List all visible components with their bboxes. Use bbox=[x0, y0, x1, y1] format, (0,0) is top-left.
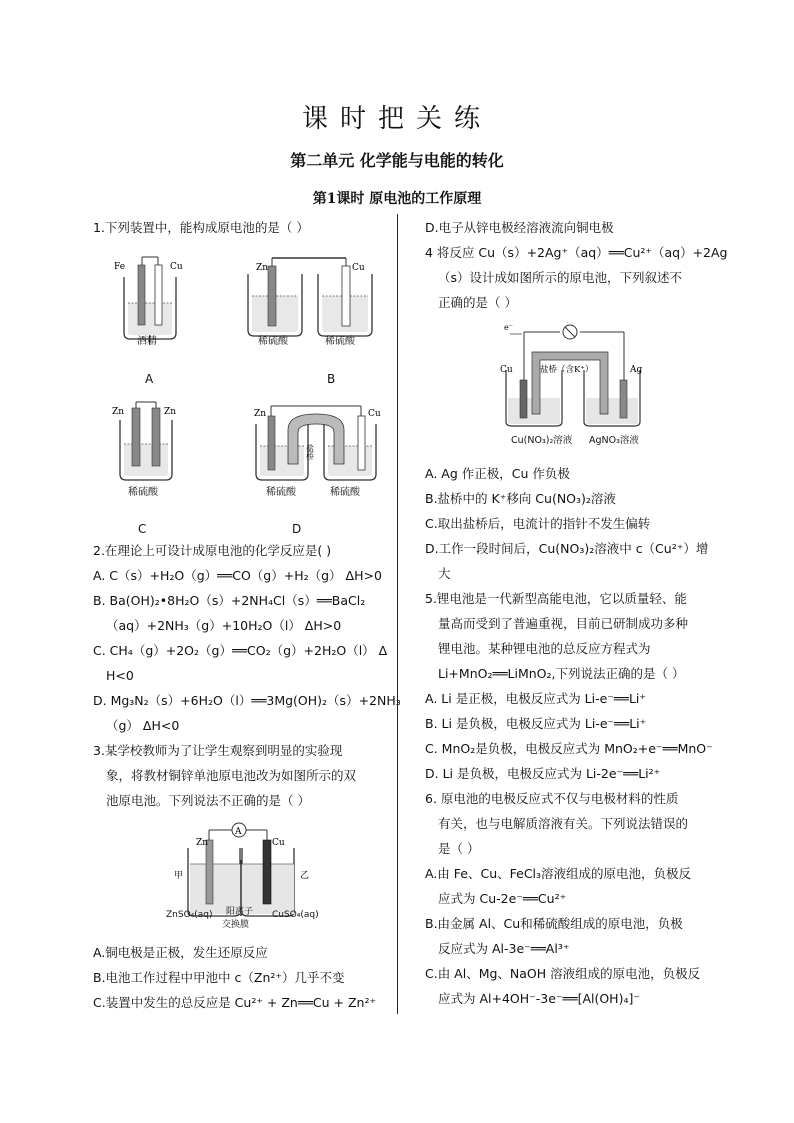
q6-stem-1: 6. 原电池的电极反应式不仅与电极材料的性质 bbox=[425, 791, 679, 806]
fig-a-cu: Cu bbox=[170, 262, 183, 272]
q3-option-a: A.铜电极是正极，发生还原反应 bbox=[93, 945, 268, 960]
q4-stem-1: 4 将反应 Cu（s）+2Ag⁺（aq）══Cu²⁺（aq）+2Ag bbox=[425, 245, 728, 260]
fig-b-solution-right: 稀硫酸 bbox=[325, 336, 355, 347]
q6-option-a: A.由 Fe、Cu、FeCl₃溶液组成的原电池，负极反 bbox=[425, 866, 692, 881]
fig-d-label: D bbox=[292, 522, 302, 536]
q5-option-d: D. Li 是负极，电极反应式为 Li-2e⁻══Li²⁺ bbox=[425, 766, 661, 781]
right-column-bottom bbox=[425, 461, 713, 1011]
fig-d-bridge: 盐桥 bbox=[305, 444, 315, 460]
q1-figure-d bbox=[248, 400, 388, 492]
q4-ag: Ag bbox=[630, 365, 643, 375]
q3-membrane-2: 交换膜 bbox=[222, 920, 250, 930]
q3-stem-2: 象，将教材铜锌单池原电池改为如图所示的双 bbox=[106, 768, 357, 783]
fig-c-solution: 稀硫酸 bbox=[128, 487, 158, 498]
page-title: 课时把关练 bbox=[301, 104, 492, 134]
q3-cu: Cu bbox=[272, 838, 285, 848]
q4-option-a: A. Ag 作正极，Cu 作负极 bbox=[425, 466, 570, 481]
left-column bbox=[93, 215, 309, 240]
q4-bridge: 盐桥（含K⁺） bbox=[540, 365, 594, 375]
q3-cuso4: CuSO₄(aq) bbox=[272, 910, 319, 920]
q5-stem-1: 5.锂电池是一代新型高能电池，它以质量轻、能 bbox=[425, 591, 687, 606]
fig-d-solution-left: 稀硫酸 bbox=[266, 487, 296, 498]
fig-a-label: A bbox=[145, 372, 154, 386]
q2-stem: 2.在理论上可设计成原电池的化学反应是( ) bbox=[93, 543, 332, 558]
fig-a-fe: Fe bbox=[114, 262, 126, 272]
fig-d-solution-right: 稀硫酸 bbox=[330, 487, 360, 498]
fig-c-zn-right: Zn bbox=[164, 407, 177, 417]
q5-stem-4: Li+MnO₂══LiMnO₂,下列说法正确的是（ ） bbox=[438, 666, 685, 681]
q4-sol-left: Cu(NO₃)₂溶液 bbox=[511, 435, 573, 446]
q3-jia: 甲 bbox=[174, 871, 184, 881]
q2-option-a: A. C（s）+H₂O（g）══CO（g）+H₂（g） ΔH>0 bbox=[93, 568, 382, 583]
fig-b-solution-left: 稀硫酸 bbox=[258, 336, 288, 347]
q3-zn: Zn bbox=[196, 838, 209, 848]
q4-option-b: B.盐桥中的 K⁺移向 Cu(NO₃)₂溶液 bbox=[425, 491, 616, 506]
q4-electron: e⁻ bbox=[504, 323, 513, 332]
right-column-top bbox=[425, 215, 728, 315]
q6-stem-3: 是（ ） bbox=[438, 841, 480, 856]
q4-sol-right: AgNO₃溶液 bbox=[589, 435, 639, 446]
q5-option-a: A. Li 是正极，电极反应式为 Li-e⁻══Li⁺ bbox=[425, 691, 646, 706]
q5-stem-2: 量高而受到了普遍重视，目前已研制成功多种 bbox=[438, 616, 689, 631]
q6-option-b-cont: 反应式为 Al-3e⁻══Al³⁺ bbox=[438, 941, 570, 956]
q6-stem-2: 有关，也与电解质溶液有关。下列说法错误的 bbox=[438, 816, 689, 831]
fig-b-cu: Cu bbox=[352, 263, 365, 273]
q4-option-d: D.工作一段时间后，Cu(NO₃)₂溶液中 c（Cu²⁺）增 bbox=[425, 541, 709, 556]
q2-option-d: D. Mg₃N₂（s）+6H₂O（l）══3Mg(OH)₂（s）+2NH₃ bbox=[93, 693, 401, 708]
q4-option-c: C.取出盐桥后，电流计的指针不发生偏转 bbox=[425, 516, 651, 531]
left-column-q3-options bbox=[93, 940, 376, 1015]
q6-option-a-cont: 应式为 Cu-2e⁻══Cu²⁺ bbox=[438, 891, 567, 906]
q3-option-b: B.电池工作过程中甲池中 c（Zn²⁺）几乎不变 bbox=[93, 970, 345, 985]
q6-option-c: C.由 Al、Mg、NaOH 溶液组成的原电池，负极反 bbox=[425, 966, 701, 981]
q4-cu: Cu bbox=[500, 365, 513, 375]
q3-option-d: D.电子从锌电极经溶液流向铜电极 bbox=[425, 220, 614, 235]
q6-option-c-cont: 应式为 Al+4OH⁻-3e⁻══[Al(OH)₄]⁻ bbox=[438, 991, 640, 1006]
fig-d-zn: Zn bbox=[254, 409, 267, 419]
q1-stem: 1.下列装置中，能构成原电池的是（ ） bbox=[93, 220, 309, 235]
fig-b-zn: Zn bbox=[256, 263, 269, 273]
fig-c-label: C bbox=[138, 522, 147, 536]
q4-stem-2: （s）设计成如图所示的原电池，下列叙述不 bbox=[438, 270, 683, 285]
q4-figure bbox=[496, 322, 656, 434]
q3-stem-1: 3.某学校教师为了让学生观察到明显的实验现 bbox=[93, 743, 343, 758]
q5-option-c: C. MnO₂是负极，电极反应式为 MnO₂+e⁻══MnO⁻ bbox=[425, 741, 713, 756]
q3-option-c: C.装置中发生的总反应是 Cu²⁺ + Zn══Cu + Zn²⁺ bbox=[93, 995, 377, 1010]
q2-option-c-cont: H<0 bbox=[106, 668, 134, 683]
fig-d-cu: Cu bbox=[368, 409, 381, 419]
q5-option-b: B. Li 是负极，电极反应式为 Li-e⁻══Li⁺ bbox=[425, 716, 647, 731]
q6-option-b: B.由金属 Al、Cu和稀硫酸组成的原电池，负极 bbox=[425, 916, 683, 931]
q5-stem-3: 锂电池。某种锂电池的总反应方程式为 bbox=[438, 641, 651, 656]
q1-figure-c bbox=[108, 400, 188, 492]
fig-b-label: B bbox=[327, 372, 336, 386]
q2-option-d-cont: （g） ΔH<0 bbox=[106, 718, 180, 733]
unit-heading: 第二单元 化学能与电能的转化 bbox=[290, 151, 504, 170]
q3-meter: A bbox=[235, 827, 242, 837]
q3-stem-3: 池原电池。下列说法不正确的是（ ） bbox=[106, 793, 310, 808]
q2-option-c: C. CH₄（g）+2O₂（g）══CO₂（g）+2H₂O（l） Δ bbox=[93, 643, 388, 658]
q3-yi: 乙 bbox=[300, 871, 310, 881]
fig-a-solution: 酒精 bbox=[137, 336, 157, 347]
fig-c-zn-left: Zn bbox=[112, 407, 125, 417]
q3-znso4: ZnSO₄(aq) bbox=[166, 910, 213, 920]
q2-option-b-cont: （aq）+2NH₃（g）+10H₂O（l） ΔH>0 bbox=[106, 618, 342, 633]
lesson-heading: 第1课时 原电池的工作原理 bbox=[312, 191, 482, 207]
q2-option-b: B. Ba(OH)₂•8H₂O（s）+2NH₄Cl（s）══BaCl₂ bbox=[93, 593, 366, 608]
q4-option-d-cont: 大 bbox=[438, 566, 451, 581]
left-column-q2 bbox=[93, 538, 401, 813]
q3-membrane-1: 阳离子 bbox=[226, 907, 254, 917]
q4-stem-3: 正确的是（ ） bbox=[438, 295, 517, 310]
